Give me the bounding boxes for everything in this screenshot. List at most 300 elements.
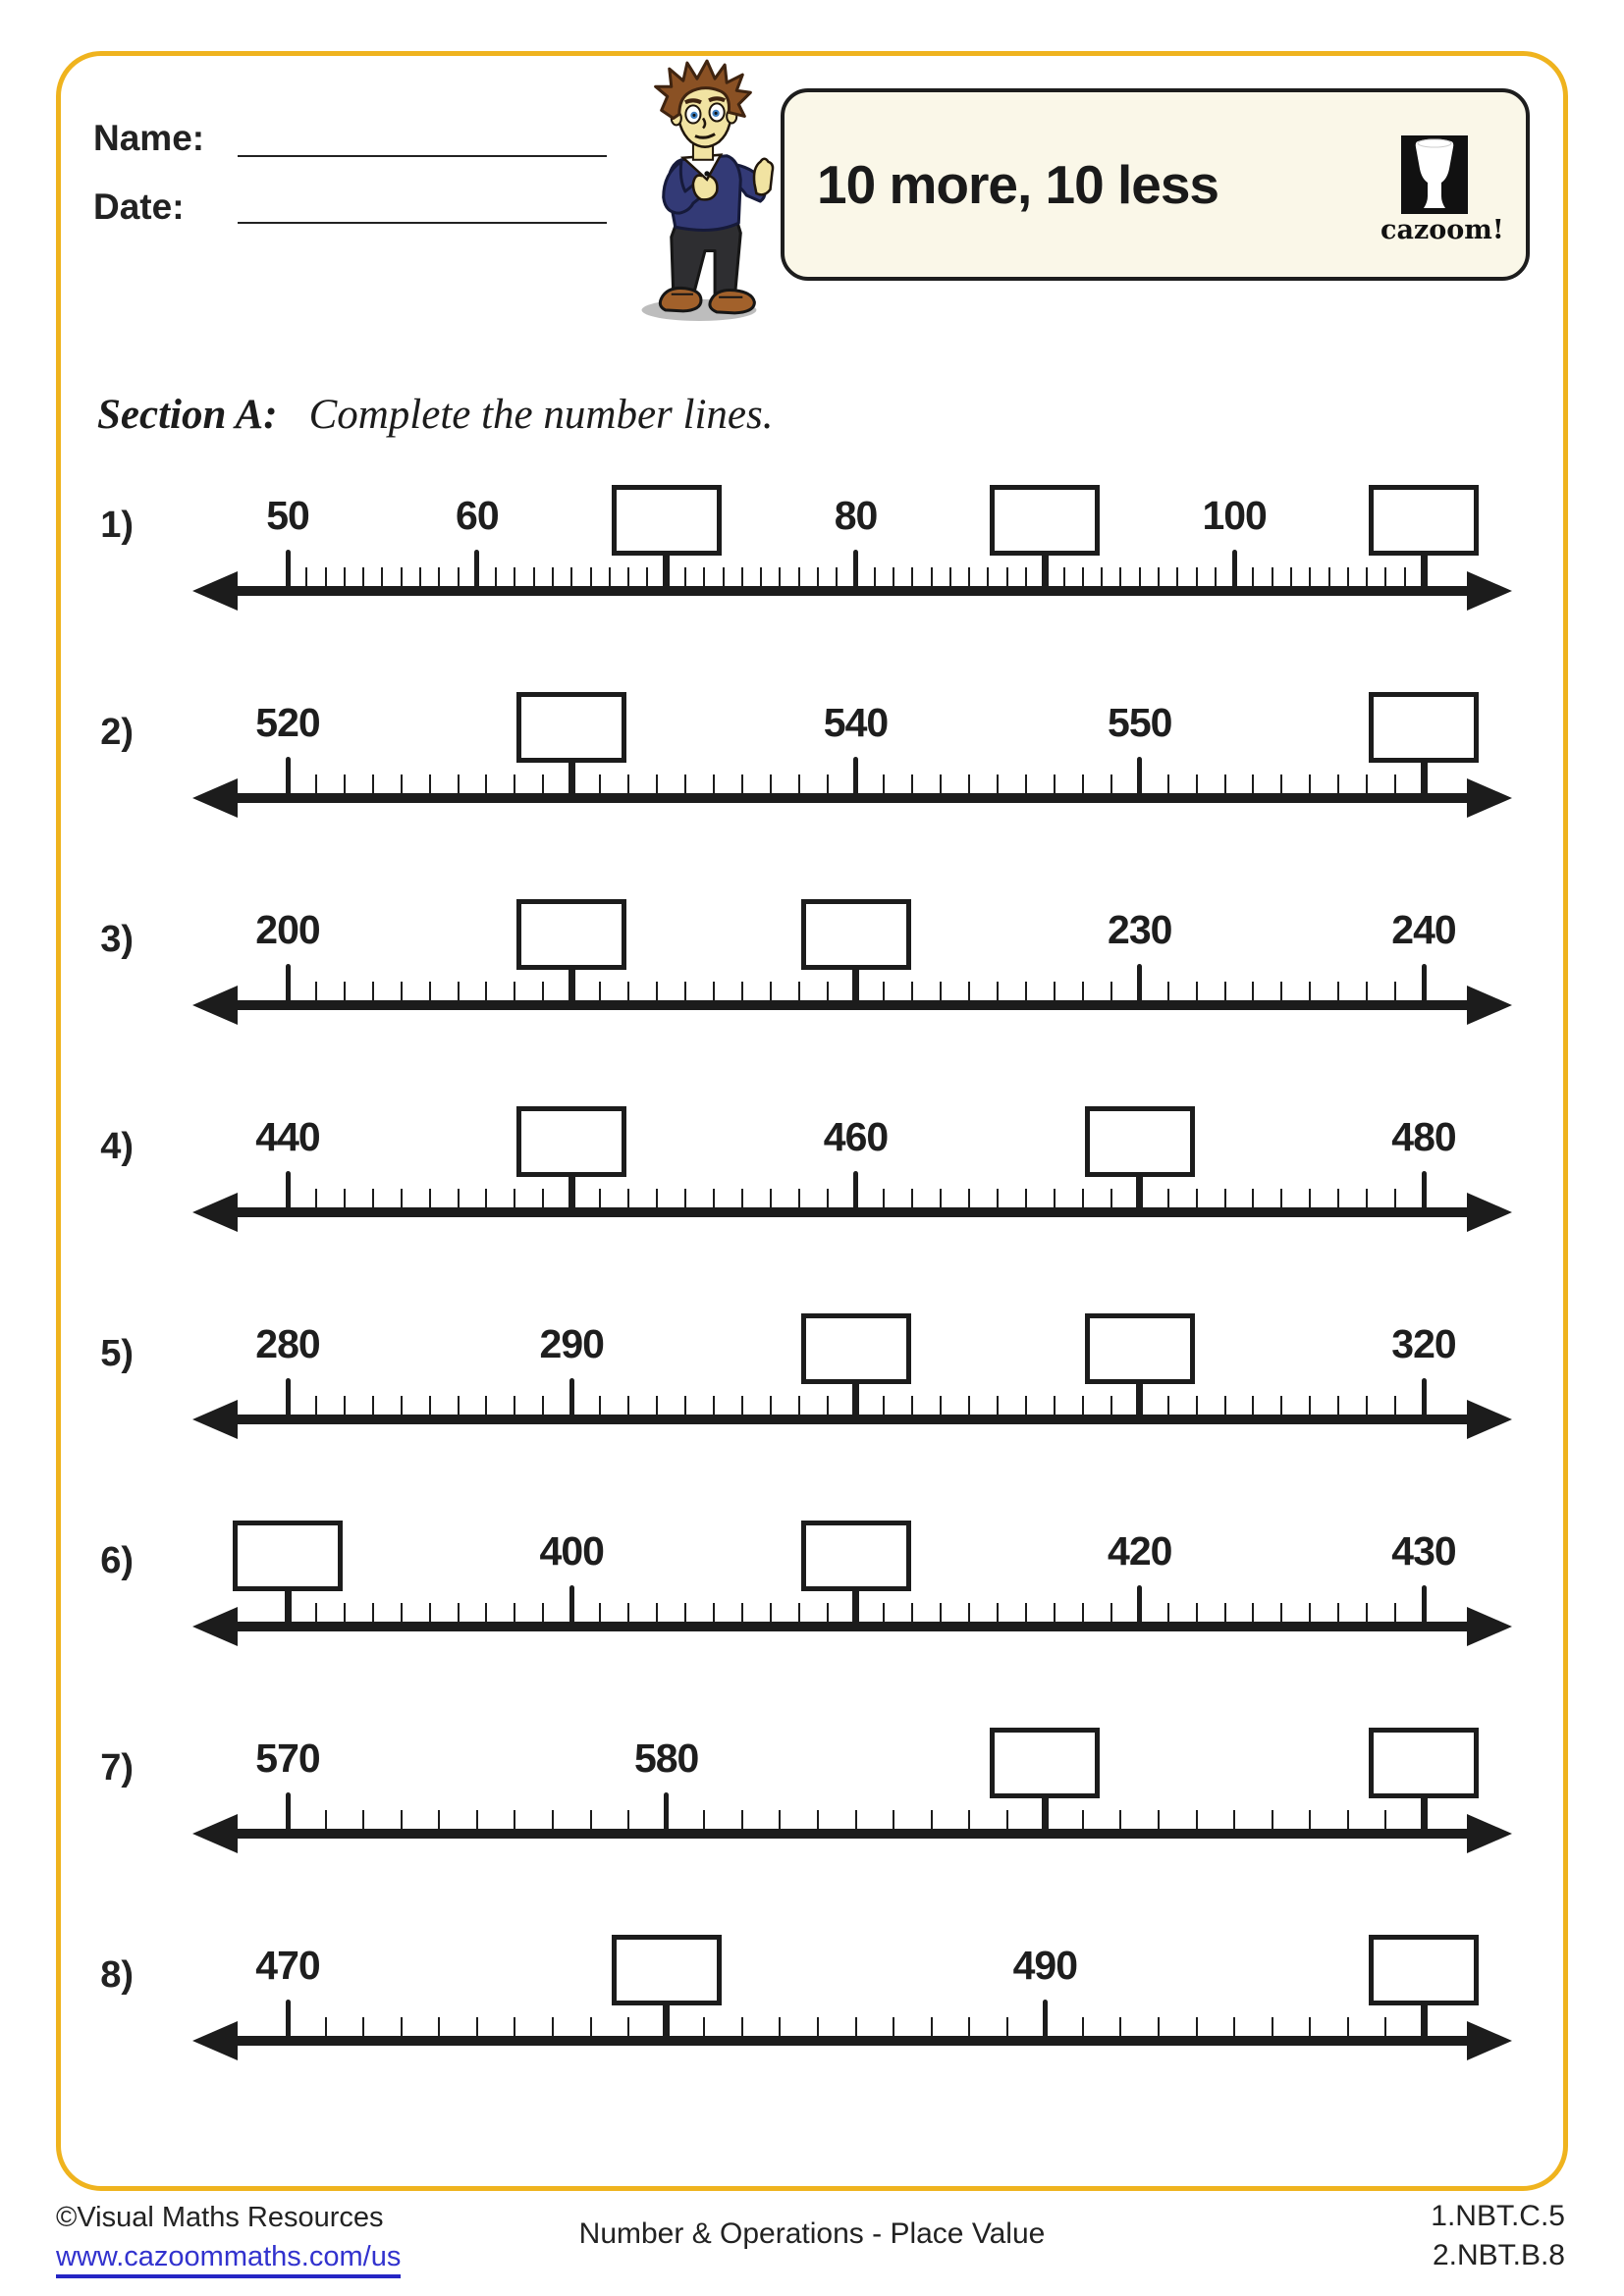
minor-tick [1082, 1810, 1084, 1839]
answer-box-stem [1421, 552, 1428, 593]
minor-tick [1252, 774, 1254, 803]
minor-tick [1233, 1810, 1235, 1839]
answer-box-stem [568, 1173, 575, 1214]
minor-tick [1252, 1603, 1254, 1631]
minor-tick [542, 982, 544, 1010]
minor-tick [1158, 2017, 1160, 2046]
row-number: 1) [100, 505, 134, 546]
footer-category: Number & Operations - Place Value [578, 2217, 1046, 2250]
minor-tick [827, 982, 829, 1010]
answer-box-stem [1136, 1173, 1143, 1214]
answer-box[interactable] [801, 1313, 911, 1384]
website-link[interactable]: www.cazoommaths.com/us [56, 2241, 401, 2278]
minor-tick [1280, 774, 1282, 803]
minor-tick [1224, 1603, 1226, 1631]
minor-tick [438, 2017, 440, 2046]
number-line-row [0, 1935, 1624, 2142]
minor-tick [1404, 567, 1406, 596]
minor-tick [1366, 774, 1368, 803]
minor-tick [458, 982, 460, 1010]
minor-tick [1272, 1810, 1273, 1839]
minor-tick [997, 1189, 999, 1217]
major-tick [286, 550, 291, 596]
major-tick [286, 2000, 291, 2046]
minor-tick [344, 1396, 346, 1424]
major-tick [286, 757, 291, 803]
minor-tick [798, 1396, 800, 1424]
minor-tick [627, 774, 629, 803]
major-tick [569, 1378, 574, 1424]
minor-tick [1337, 982, 1339, 1010]
minor-tick [599, 1396, 601, 1424]
minor-tick [1252, 1396, 1254, 1424]
minor-tick [372, 1396, 374, 1424]
minor-tick [1309, 1603, 1311, 1631]
major-tick [1043, 2000, 1048, 2046]
left-arrow-icon [192, 1814, 238, 1853]
minor-tick [401, 982, 403, 1010]
minor-tick [514, 1810, 515, 1839]
minor-tick [372, 1189, 374, 1217]
copyright-text: ©Visual Maths Resources [56, 2202, 384, 2233]
minor-tick [1309, 2017, 1311, 2046]
minor-tick [429, 1603, 431, 1631]
minor-tick [514, 1189, 515, 1217]
tick-label: 520 [255, 700, 320, 745]
answer-box[interactable] [801, 899, 911, 970]
minor-tick [1280, 1603, 1282, 1631]
minor-tick [514, 1603, 515, 1631]
minor-tick [599, 1189, 601, 1217]
answer-box-stem [663, 2002, 670, 2043]
standard-code: 2.NBT.B.8 [1432, 2239, 1565, 2271]
minor-tick [1224, 1396, 1226, 1424]
minor-tick [362, 567, 364, 596]
number-line-row [0, 1728, 1624, 1935]
minor-tick [684, 1603, 686, 1631]
row-number: 8) [100, 1954, 134, 1996]
major-tick [853, 1171, 858, 1217]
minor-tick [1110, 1189, 1112, 1217]
minor-tick [1101, 567, 1103, 596]
major-tick [1232, 550, 1237, 596]
minor-tick [458, 774, 460, 803]
minor-tick [609, 567, 611, 596]
minor-tick [1110, 982, 1112, 1010]
minor-tick [1082, 774, 1084, 803]
minor-tick [1394, 1189, 1396, 1217]
answer-box-stem [1042, 552, 1049, 593]
minor-tick [656, 774, 658, 803]
left-arrow-icon [192, 571, 238, 611]
name-line[interactable] [238, 155, 607, 157]
minor-tick [1167, 982, 1169, 1010]
minor-tick [656, 1396, 658, 1424]
minor-tick [1309, 1396, 1311, 1424]
minor-tick [325, 1810, 327, 1839]
minor-tick [1025, 1603, 1027, 1631]
minor-tick [817, 2017, 819, 2046]
number-line-row [0, 1313, 1624, 1521]
minor-tick [911, 567, 913, 596]
minor-tick [827, 1396, 829, 1424]
minor-tick [552, 2017, 554, 2046]
minor-tick [770, 1189, 772, 1217]
minor-tick [1215, 567, 1217, 596]
major-tick [474, 550, 479, 596]
minor-tick [1082, 567, 1084, 596]
section-heading [97, 391, 773, 439]
minor-tick [1167, 1396, 1169, 1424]
minor-tick [968, 1189, 970, 1217]
left-arrow-icon [192, 1400, 238, 1439]
minor-tick [485, 982, 487, 1010]
answer-box[interactable] [990, 485, 1100, 556]
minor-tick [1280, 1189, 1282, 1217]
minor-tick [1309, 774, 1311, 803]
minor-tick [542, 1189, 544, 1217]
left-arrow-icon [192, 2021, 238, 2060]
answer-box[interactable] [1085, 1313, 1195, 1384]
right-arrow-icon [1467, 1607, 1512, 1646]
minor-tick [911, 1189, 913, 1217]
minor-tick [1139, 567, 1141, 596]
minor-tick [684, 1396, 686, 1424]
minor-tick [684, 567, 686, 596]
djembe-drum-icon [1401, 135, 1468, 214]
minor-tick [1347, 2017, 1349, 2046]
minor-tick [401, 567, 403, 596]
minor-tick [893, 2017, 894, 2046]
major-tick [286, 1171, 291, 1217]
minor-tick [514, 2017, 515, 2046]
minor-tick [855, 2017, 857, 2046]
minor-tick [1082, 982, 1084, 1010]
minor-tick [458, 567, 460, 596]
number-line-row [0, 899, 1624, 1106]
minor-tick [741, 1396, 743, 1424]
minor-tick [305, 567, 307, 596]
minor-tick [315, 1396, 317, 1424]
minor-tick [590, 2017, 592, 2046]
left-arrow-icon [192, 1193, 238, 1232]
minor-tick [770, 982, 772, 1010]
minor-tick [940, 1603, 942, 1631]
minor-tick [883, 1189, 885, 1217]
minor-tick [883, 774, 885, 803]
mascot-boy-illustration [622, 57, 785, 324]
minor-tick [401, 1189, 403, 1217]
minor-tick [542, 774, 544, 803]
minor-tick [817, 567, 819, 596]
minor-tick [429, 774, 431, 803]
major-tick [1137, 757, 1142, 803]
minor-tick [741, 774, 743, 803]
minor-tick [325, 2017, 327, 2046]
minor-tick [940, 1189, 942, 1217]
minor-tick [968, 1603, 970, 1631]
minor-tick [552, 1810, 554, 1839]
tick-label: 280 [255, 1321, 320, 1366]
minor-tick [1224, 774, 1226, 803]
minor-tick [1167, 1189, 1169, 1217]
minor-tick [599, 774, 601, 803]
minor-tick [911, 1603, 913, 1631]
minor-tick [542, 1603, 544, 1631]
minor-tick [1309, 1189, 1311, 1217]
tick-label: 60 [456, 493, 499, 538]
minor-tick [627, 1396, 629, 1424]
left-arrow-icon [192, 1607, 238, 1646]
tick-label: 440 [255, 1114, 320, 1159]
title-box [781, 88, 1530, 281]
answer-box[interactable] [1369, 1728, 1479, 1798]
minor-tick [1366, 1603, 1368, 1631]
minor-tick [1082, 1603, 1084, 1631]
minor-tick [401, 774, 403, 803]
minor-tick [1347, 567, 1349, 596]
right-arrow-icon [1467, 778, 1512, 818]
answer-box[interactable] [1085, 1106, 1195, 1177]
right-arrow-icon [1467, 571, 1512, 611]
answer-box[interactable] [801, 1521, 911, 1591]
minor-tick [485, 1189, 487, 1217]
minor-tick [325, 567, 327, 596]
minor-tick [1025, 1396, 1027, 1424]
standard-code: 1.NBT.C.5 [1431, 2200, 1565, 2232]
minor-tick [1167, 1603, 1169, 1631]
minor-tick [315, 774, 317, 803]
minor-tick [770, 774, 772, 803]
minor-tick [1196, 982, 1198, 1010]
tick-label: 580 [633, 1735, 699, 1781]
minor-tick [684, 982, 686, 1010]
minor-tick [1366, 982, 1368, 1010]
minor-tick [968, 774, 970, 803]
minor-tick [827, 774, 829, 803]
tick-label: 80 [834, 493, 878, 538]
tick-label: 200 [255, 907, 320, 952]
answer-box[interactable] [612, 485, 722, 556]
minor-tick [684, 1189, 686, 1217]
minor-tick [599, 982, 601, 1010]
minor-tick [1158, 567, 1160, 596]
minor-tick [997, 1396, 999, 1424]
minor-tick [401, 1603, 403, 1631]
minor-tick [893, 567, 894, 596]
answer-box[interactable] [1369, 485, 1479, 556]
minor-tick [684, 774, 686, 803]
major-tick [1422, 1585, 1427, 1631]
minor-tick [1280, 1396, 1282, 1424]
minor-tick [1252, 567, 1254, 596]
number-line-row [0, 692, 1624, 899]
minor-tick [1224, 1189, 1226, 1217]
minor-tick [1337, 774, 1339, 803]
minor-tick [315, 1603, 317, 1631]
minor-tick [344, 1603, 346, 1631]
minor-tick [485, 1603, 487, 1631]
major-tick [286, 964, 291, 1010]
minor-tick [997, 774, 999, 803]
minor-tick [458, 1396, 460, 1424]
minor-tick [741, 1810, 743, 1839]
minor-tick [968, 982, 970, 1010]
minor-tick [940, 774, 942, 803]
answer-box-stem [852, 1380, 859, 1421]
answer-box-stem [1421, 759, 1428, 800]
date-line[interactable] [238, 222, 607, 224]
answer-box-stem [1136, 1380, 1143, 1421]
minor-tick [1394, 1396, 1396, 1424]
major-tick [1422, 1378, 1427, 1424]
row-number: 5) [100, 1333, 134, 1374]
minor-tick [1196, 2017, 1198, 2046]
minor-tick [1082, 1396, 1084, 1424]
minor-tick [949, 567, 951, 596]
minor-tick [627, 567, 629, 596]
minor-tick [741, 1603, 743, 1631]
minor-tick [1366, 1396, 1368, 1424]
minor-tick [401, 1396, 403, 1424]
major-tick [664, 1792, 669, 1839]
minor-tick [874, 567, 876, 596]
minor-tick [779, 1810, 781, 1839]
minor-tick [1394, 982, 1396, 1010]
tick-label: 230 [1108, 907, 1172, 952]
minor-tick [1176, 567, 1178, 596]
major-tick [1422, 1171, 1427, 1217]
minor-tick [514, 567, 515, 596]
minor-tick [997, 982, 999, 1010]
minor-tick [968, 1396, 970, 1424]
minor-tick [836, 567, 838, 596]
answer-box-stem [568, 966, 575, 1007]
minor-tick [315, 1189, 317, 1217]
minor-tick [1054, 774, 1056, 803]
answer-box[interactable] [1369, 1935, 1479, 2005]
minor-tick [741, 567, 743, 596]
minor-tick [656, 1603, 658, 1631]
minor-tick [798, 1603, 800, 1631]
answer-box[interactable] [612, 1935, 722, 2005]
minor-tick [344, 1189, 346, 1217]
page-title: 10 more, 10 less [817, 154, 1219, 215]
right-arrow-icon [1467, 1193, 1512, 1232]
minor-tick [362, 1810, 364, 1839]
minor-tick [741, 2017, 743, 2046]
minor-tick [779, 567, 781, 596]
minor-tick [703, 2017, 705, 2046]
minor-tick [1337, 1396, 1339, 1424]
minor-tick [1394, 774, 1396, 803]
minor-tick [968, 567, 970, 596]
minor-tick [1366, 1189, 1368, 1217]
minor-tick [1006, 2017, 1008, 2046]
answer-box[interactable] [990, 1728, 1100, 1798]
minor-tick [1063, 567, 1065, 596]
tick-label: 290 [539, 1321, 604, 1366]
minor-tick [1224, 982, 1226, 1010]
row-number: 7) [100, 1747, 134, 1789]
minor-tick [429, 1396, 431, 1424]
answer-box-stem [1042, 1794, 1049, 1836]
minor-tick [798, 1189, 800, 1217]
minor-tick [883, 1396, 885, 1424]
minor-tick [1196, 1810, 1198, 1839]
answer-box-stem [568, 759, 575, 800]
minor-tick [1196, 1189, 1198, 1217]
minor-tick [372, 982, 374, 1010]
minor-tick [1384, 1810, 1386, 1839]
minor-tick [590, 567, 592, 596]
minor-tick [1025, 982, 1027, 1010]
minor-tick [779, 2017, 781, 2046]
minor-tick [315, 982, 317, 1010]
tick-label: 50 [266, 493, 309, 538]
minor-tick [997, 1603, 999, 1631]
minor-tick [1119, 2017, 1121, 2046]
answer-box[interactable] [516, 692, 626, 763]
tick-label: 570 [255, 1735, 320, 1781]
major-tick [1137, 964, 1142, 1010]
minor-tick [741, 1189, 743, 1217]
minor-tick [940, 1396, 942, 1424]
major-tick [853, 550, 858, 596]
minor-tick [1054, 1603, 1056, 1631]
minor-tick [419, 567, 421, 596]
minor-tick [1025, 1189, 1027, 1217]
tick-label: 460 [823, 1114, 889, 1159]
minor-tick [533, 567, 535, 596]
major-tick [1422, 964, 1427, 1010]
minor-tick [372, 1603, 374, 1631]
answer-box[interactable] [516, 899, 626, 970]
name-label: Name: [93, 118, 205, 158]
minor-tick [438, 1810, 440, 1839]
minor-tick [741, 982, 743, 1010]
minor-tick [1006, 567, 1008, 596]
minor-tick [1054, 982, 1056, 1010]
minor-tick [372, 774, 374, 803]
minor-tick [703, 567, 705, 596]
answer-box[interactable] [516, 1106, 626, 1177]
tick-label: 240 [1391, 907, 1456, 952]
minor-tick [1158, 1810, 1160, 1839]
minor-tick [940, 982, 942, 1010]
answer-box-stem [285, 1587, 292, 1629]
minor-tick [656, 1189, 658, 1217]
answer-box[interactable] [233, 1521, 343, 1591]
minor-tick [1272, 2017, 1273, 2046]
minor-tick [987, 567, 989, 596]
tick-label: 320 [1391, 1321, 1456, 1366]
answer-box-stem [663, 552, 670, 593]
minor-tick [1290, 567, 1292, 596]
minor-tick [1025, 774, 1027, 803]
minor-tick [931, 567, 933, 596]
minor-tick [827, 1603, 829, 1631]
minor-tick [476, 1810, 478, 1839]
minor-tick [703, 1810, 705, 1839]
number-line-row [0, 1106, 1624, 1313]
row-number: 4) [100, 1126, 134, 1167]
minor-tick [713, 982, 715, 1010]
answer-box[interactable] [1369, 692, 1479, 763]
minor-tick [1054, 1189, 1056, 1217]
minor-tick [458, 1603, 460, 1631]
minor-tick [646, 567, 648, 596]
